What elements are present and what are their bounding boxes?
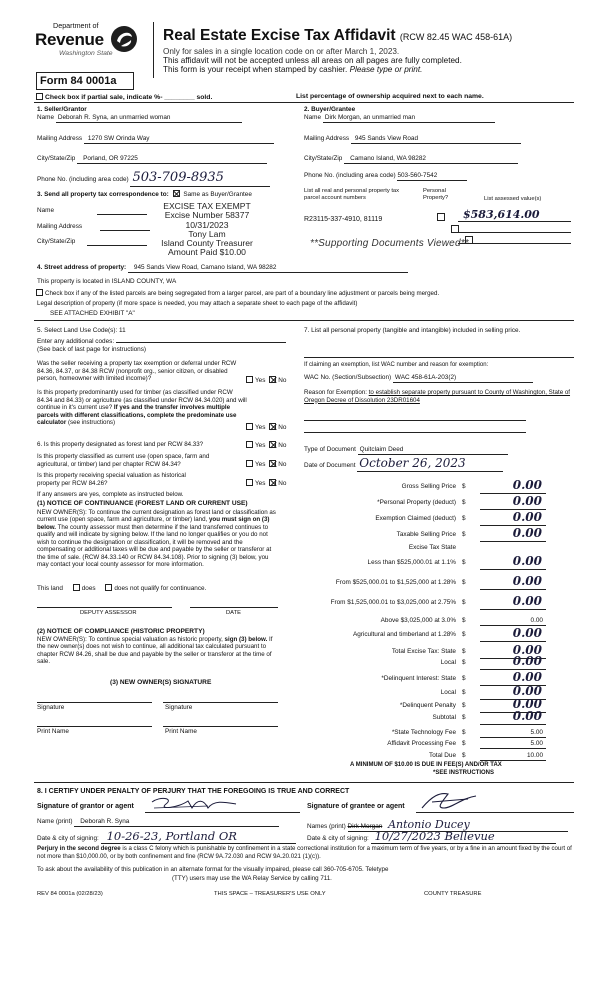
q5-no-checkbox[interactable] [269, 479, 276, 486]
doc-type-label: Type of Document [304, 446, 356, 453]
q4-yes-checkbox[interactable] [246, 460, 253, 467]
county-line: This property is located in ISLAND COUNTY, WA [37, 278, 177, 285]
seller-phone[interactable]: 503-709-8935 [130, 170, 270, 187]
same-as-buyer-label: Same as Buyer/Grantee [183, 191, 252, 198]
this-land-label: This land [37, 585, 63, 592]
tax-currency-exemption: $ [462, 515, 466, 522]
notice2-body-a: NEW OWNER(S): To continue special valuation as historic property, [37, 636, 223, 643]
notice2-title: (2) NOTICE OF COMPLIANCE (HISTORIC PROPERTY) [37, 628, 205, 635]
q2-text: Is this property predominantly used for timber (as classified under RCW 84.34 and 84.33) or agriculture (as classified under RCW 84.34.020) and will continue in it's current use? [37, 389, 247, 412]
tax-value-tier3[interactable]: 0.00 [480, 594, 546, 610]
assessor-date-label: DATE [226, 610, 242, 616]
print-name-label-1: Print Name [37, 728, 69, 735]
grantor-sig-label: Signature of grantor or agent [37, 803, 134, 810]
subheading-3: This form is your receipt when stamped by cashier. [163, 65, 348, 75]
tax-label-exemption: Exemption Claimed (deduct) [375, 515, 456, 522]
form-title [163, 27, 512, 46]
assessed-value[interactable]: $583,614.00 [463, 208, 540, 221]
legal-description-label: Legal description of property (if more space is needed, you may attach a separate sheet to each page of the affidavit) [37, 300, 358, 307]
exempt-stamp [142, 202, 272, 258]
buyer-heading: 2. Buyer/Grantee [304, 106, 356, 113]
wac-label: WAC No. (Section/Subsection) [304, 374, 392, 381]
q1-yes-checkbox[interactable] [246, 376, 253, 383]
grantee-name-label: Names (print) [307, 823, 346, 830]
tax-value-tier4[interactable]: 0.00 [480, 617, 546, 626]
q5-text: Is this property receiving special valuation as historical property per RCW 84.26? [37, 472, 186, 487]
tax-currency-local: $ [462, 659, 466, 666]
q5-no-label: No [278, 480, 287, 487]
parcel-number[interactable]: R23115-337-4910, 81119 [304, 216, 383, 223]
dor-logo-line1: Department of [53, 21, 99, 30]
grantor-date-city[interactable]: 10-26-23, Portland OR [101, 829, 296, 844]
tax-value-total_state[interactable]: 0.00 [480, 643, 546, 659]
notice1-bold: you must sign on (3) below. [37, 516, 270, 531]
tax-currency-gross: $ [462, 483, 466, 490]
tax-currency-taxable: $ [462, 531, 466, 538]
perjury-text: is a class C felony which is punishable by confinement in a state correctional institution for a maximum term of five years, or by a fine in an amount fixed by the court of not more than $10,000.00, or by both confinement and fine (RCW 9A.72.030 and RCW 9A.20.021 (1)(c)). [37, 845, 572, 860]
tax-label-personal: *Personal Property (deduct) [377, 499, 456, 506]
seller-city[interactable]: Porland, OR 97225 [77, 155, 267, 164]
q1-no-checkbox[interactable] [269, 376, 276, 383]
q3-no-label: No [278, 442, 287, 449]
grantee-date-city[interactable]: 10/27/2023 Bellevue [371, 829, 556, 844]
tax-label-delinq_state: *Delinquent Interest: State [381, 675, 456, 682]
q2-yes-checkbox[interactable] [246, 423, 253, 430]
stamp-line4: Tony Lam [188, 228, 226, 239]
stamp-line6: Amount Paid $10.00 [168, 247, 246, 258]
rev-number: REV 84 0001a (02/28/23) [37, 891, 103, 897]
tax-value-tier2[interactable]: 0.00 [480, 574, 546, 590]
section7-heading: 7. List all personal property (tangible and intangible) included in selling price. [304, 327, 521, 334]
does-not-label: does not qualify for continuance. [114, 585, 207, 592]
tax-label-taxable: Taxable Selling Price [396, 531, 456, 538]
stamp-line2: Excise Number 58377 [164, 210, 250, 221]
tax-value-delinq_local[interactable]: 0.00 [480, 684, 546, 700]
stamp-line5: Island County Treasurer [161, 238, 253, 249]
new-owner-sig-heading: (3) NEW OWNER(S) SIGNATURE [110, 679, 212, 686]
q2-no-label: No [278, 424, 287, 431]
tax-value-exemption[interactable]: 0.00 [480, 510, 546, 526]
notice1-body-b: The county assessor must then determine if the land transferred continues to qualify and will indicate by signing below. If the land no longer qualifies or you do not wish to continue the designation or classification, it will be removed and the compensating or additional taxes will be due and payable by the seller or transferor at the time of sale. (RCW 84.33.140 or RCW 84.34.108). Prior to signing (3) below, you may contact your local county assessor for more information. [37, 523, 272, 569]
buyer-city-label: City/State/Zip [304, 155, 343, 162]
reason-label: Reason for Exemption: [304, 389, 367, 396]
signature-label-2: Signature [165, 704, 193, 711]
tax-currency-tier2: $ [462, 579, 466, 586]
grantor-name-label: Name (print) [37, 818, 73, 825]
minimum-note: A MINIMUM OF $10.00 IS DUE IN FEE(S) AND/OR TAX [350, 762, 502, 768]
q2-yes-label: Yes [255, 424, 266, 431]
reason-text[interactable]: to establish separate property pursuant to County of Washington, State of Oregon Decree of Dissolution 23DR01604 [304, 389, 571, 404]
tax-currency-delinq_local: $ [462, 689, 466, 696]
excise-tax-state-header: Excise Tax State [408, 544, 456, 551]
tax-label-proc_fee: Affidavit Processing Fee [387, 740, 456, 747]
buyer-mailing-label: Mailing Address [304, 135, 350, 142]
segregated-checkbox[interactable] [36, 289, 43, 296]
section4-label: 4. Street address of property: [37, 264, 127, 271]
q3-yes-checkbox[interactable] [246, 441, 253, 448]
tax-label-total_due: Total Due [429, 752, 456, 759]
see-instructions: *SEE INSTRUCTIONS [433, 770, 495, 776]
q4-yes-label: Yes [255, 461, 266, 468]
see-back-note: (See back of last page for instructions) [37, 346, 147, 353]
grantee-signature-icon[interactable] [418, 790, 482, 812]
treasurer-space: THIS SPACE – TREASURER'S USE ONLY [214, 891, 326, 897]
tax-label-tier4: Above $3,025,000 at 3.0% [380, 617, 456, 624]
same-as-buyer-checkbox[interactable] [173, 190, 180, 197]
buyer-city[interactable]: Camano Island, WA 98282 [344, 155, 518, 164]
tax-currency-tier4: $ [462, 617, 466, 624]
seller-mailing[interactable]: 1270 SW Orinda Way [84, 135, 274, 144]
grantor-signature-icon[interactable] [148, 794, 240, 814]
exemption-claim-note: If claiming an exemption, list WAC number and reason for exemption: [304, 362, 489, 368]
tax-value-ag[interactable]: 0.00 [480, 626, 546, 642]
dor-logo-line3: Washington State [59, 50, 113, 57]
notice1-title: (1) NOTICE OF CONTINUANCE (FOREST LAND OR CURRENT USE) [37, 500, 248, 507]
personal-header: Personal Property? [423, 188, 449, 202]
does-checkbox[interactable] [73, 584, 80, 591]
tax-value-gross[interactable]: 0.00 [480, 478, 546, 494]
tax-name-label: Name [37, 207, 55, 214]
tax-label-tech_fee: *State Technology Fee [391, 729, 456, 736]
seller-name[interactable]: Deborah R. Syna, an unmarried woman [56, 114, 242, 123]
partial-sale-checkbox[interactable] [36, 93, 43, 100]
title-text: Real Estate Excise Tax Affidavit [163, 27, 396, 44]
land-use-code[interactable]: 5. Select Land Use Code(s): 11 [37, 327, 126, 334]
tax-value-delinq_penalty[interactable]: 0.00 [480, 697, 546, 713]
q4-no-label: No [278, 461, 287, 468]
doc-date[interactable]: October 26, 2023 [357, 456, 503, 472]
legal-exhibit[interactable]: SEE ATTACHED EXHIBIT "A" [50, 310, 135, 317]
buyer-phone[interactable]: 503-560-7542 [397, 172, 467, 181]
tax-value-delinq_state[interactable]: 0.00 [480, 670, 546, 686]
q5-yes-label: Yes [255, 480, 266, 487]
grantee-date-label: Date & city of signing: [307, 835, 369, 842]
seller-phone-label: Phone No. (including area code) [37, 176, 129, 183]
tax-value-local[interactable]: 0.00 [480, 654, 546, 670]
supporting-docs: **Supporting Documents Viewed** [310, 238, 469, 249]
partial-sale-label: Check box if partial sale, indicate %- ________ sold. [45, 94, 213, 101]
tax-currency-subtotal: $ [462, 714, 466, 721]
q1-yes-label: Yes [255, 377, 266, 384]
tax-value-personal[interactable]: 0.00 [480, 494, 546, 510]
deputy-assessor-label: DEPUTY ASSESSOR [80, 610, 137, 616]
seller-heading: 1. Seller/Grantor [37, 106, 87, 113]
section3-heading: 3. Send all property tax correspondence to: [37, 191, 169, 198]
q1-text: Was the seller receiving a property tax exemption or deferral under RCW 84.36, 84.37, or 84.38 RCW (nonprofit org., senior citizen, or disabled person, homeowner with limited income)? [37, 360, 237, 383]
tax-currency-total_due: $ [462, 752, 466, 759]
parcel-header: List all real and personal property tax parcel account numbers [304, 188, 400, 202]
buyer-mailing[interactable]: 945 Sands View Road [351, 135, 521, 144]
tax-currency-proc_fee: $ [462, 740, 466, 747]
tax-value-total_due[interactable]: 10.00 [480, 752, 546, 761]
tax-value-proc_fee[interactable]: 5.00 [480, 740, 546, 749]
signature-label-1: Signature [37, 704, 65, 711]
tax-label-ag: Agricultural and timberland at 1.28% [352, 631, 456, 638]
subheading-3-italic: Please type or print. [349, 65, 423, 75]
assessed-header: List assessed value(s) [484, 196, 542, 202]
tax-label-delinq_penalty: *Delinquent Penalty [399, 702, 456, 709]
seller-name-label: Name [37, 114, 55, 121]
tax-currency-personal: $ [462, 499, 466, 506]
subheading-2: This affidavit will not be accepted unless all areas on all pages are fully completed. [163, 56, 462, 66]
q3-yes-label: Yes [255, 442, 266, 449]
grantee-name-written[interactable]: Antonio Ducey [388, 818, 470, 831]
ownership-note: List percentage of ownership acquired next to each name. [296, 93, 484, 100]
grantee-name-struck: Dirk Morgan [347, 823, 383, 830]
segregated-label: Check box if any of the listed parcels are being segregated from a larger parcel, are part of a boundary line adjustment or parcels being merged. [45, 290, 440, 297]
seller-mailing-label: Mailing Address [37, 135, 83, 142]
buyer-name-label: Name [304, 114, 322, 121]
does-label: does [81, 585, 96, 592]
q4-text: Is this property classified as current use (open space, farm and agricultural, or timber) land per chapter RCW 84.34? [37, 453, 210, 468]
tax-value-subtotal[interactable]: 0.00 [480, 709, 546, 725]
notice2-bold: sign (3) below. [224, 636, 268, 643]
if-yes-note: If any answers are yes, complete as instructed below. [37, 491, 184, 498]
notice1-body-a: NEW OWNER(S): To continue the current designation as forest land or classification as current use (open space, farm and agriculture, or timber) land, [37, 509, 276, 524]
dor-logo-line2: Revenue [35, 30, 104, 49]
tax-mailing-label: Mailing Address [37, 223, 83, 230]
q4-no-checkbox[interactable] [269, 460, 276, 467]
tax-label-total_state: Total Excise Tax: State [391, 648, 456, 655]
additional-codes-field[interactable] [116, 336, 286, 343]
alt-format-line1: To ask about the availability of this publication in an alternate format for the visually impaired, please call 360-705-6705. Teletype [37, 866, 389, 873]
buyer-phone-label: Phone No. (including area code) [304, 172, 396, 179]
tax-label-local: Local [440, 659, 456, 666]
notice2-body-b: If the new owner(s) does not wish to continue, all additional tax calculated pursuant to chapter RCW 84.26, shall be due and payable by the seller or transferor at the time of sale. [37, 636, 273, 666]
alt-format-line2: (TTY) users may use the WA Relay Service by calling 711. [172, 875, 332, 882]
q3-no-checkbox[interactable] [269, 441, 276, 448]
print-name-label-2: Print Name [165, 728, 197, 735]
q3-text: 6. Is this property designated as forest land per RCW 84.33? [37, 441, 204, 448]
tax-value-tech_fee[interactable]: 5.00 [480, 729, 546, 738]
tax-label-tier3: From $1,525,000.01 to $3,025,000 at 2.75% [330, 599, 456, 606]
certify-heading: 8. I CERTIFY UNDER PENALTY OF PERJURY THAT THE FOREGOING IS TRUE AND CORRECT [37, 788, 350, 795]
dor-swirl-icon [109, 24, 139, 54]
tax-city-label: City/State/Zip [37, 238, 76, 245]
doc-date-label: Date of Document [304, 462, 356, 469]
stamp-line3: 10/31/2023 [185, 219, 229, 230]
grantee-sig-label: Signature of grantee or agent [307, 803, 405, 810]
grantor-name[interactable]: Deborah R. Syna [74, 818, 279, 827]
doc-type[interactable]: Quitclaim Deed [358, 446, 508, 455]
stamp-line1: EXCISE TAX EXEMPT [163, 201, 251, 211]
tax-label-gross: Gross Selling Price [401, 483, 456, 490]
tax-currency-delinq_state: $ [462, 675, 466, 682]
county-treasurer: COUNTY TREASURE [424, 891, 482, 897]
tax-label-tier1: Less than $525,000.01 at 1.1% [367, 559, 456, 566]
tax-value-tier1[interactable]: 0.00 [480, 554, 546, 570]
q2-note: (see instructions) [67, 419, 116, 427]
tax-currency-tech_fee: $ [462, 729, 466, 736]
buyer-name[interactable]: Dirk Morgan, an unmarried man [323, 114, 495, 123]
tax-currency-delinq_penalty: $ [462, 702, 466, 709]
tax-label-subtotal: Subtotal [432, 714, 456, 721]
tax-label-delinq_local: Local [440, 689, 456, 696]
personal-property-checkbox-1[interactable] [437, 213, 445, 221]
seller-city-label: City/State/Zip [37, 155, 76, 162]
statute: (RCW 82.45 WAC 458-61A) [399, 32, 513, 42]
form-id-box: Form 84 0001a [36, 72, 134, 90]
q2-no-checkbox[interactable] [269, 423, 276, 430]
tax-value-taxable[interactable]: 0.00 [480, 526, 546, 542]
wac-number[interactable]: WAC 458-61A-203(2) [393, 374, 533, 383]
q2-bold: If yes and the transfer involves multiple parcels with different classifications, complete the predominate use calculator [37, 404, 237, 427]
tax-label-tier2: From $525,000.01 to $1,525,000 at 1.28% [335, 579, 456, 586]
tax-currency-tier3: $ [462, 599, 466, 606]
q5-yes-checkbox[interactable] [246, 479, 253, 486]
subheading-1: Only for sales in a single location code on or after March 1, 2023. [163, 47, 400, 56]
additional-codes-label: Enter any additional codes: [37, 338, 116, 345]
perjury-bold: Perjury in the second degree [37, 845, 121, 852]
dor-logo [33, 22, 153, 66]
grantor-date-label: Date & city of signing: [37, 835, 99, 842]
tax-currency-ag: $ [462, 631, 466, 638]
does-not-checkbox[interactable] [105, 584, 112, 591]
tax-currency-total_state: $ [462, 648, 466, 655]
property-address[interactable]: 945 Sands View Road, Camano Island, WA 98282 [128, 264, 408, 273]
tax-currency-tier1: $ [462, 559, 466, 566]
q1-no-label: No [278, 377, 287, 384]
